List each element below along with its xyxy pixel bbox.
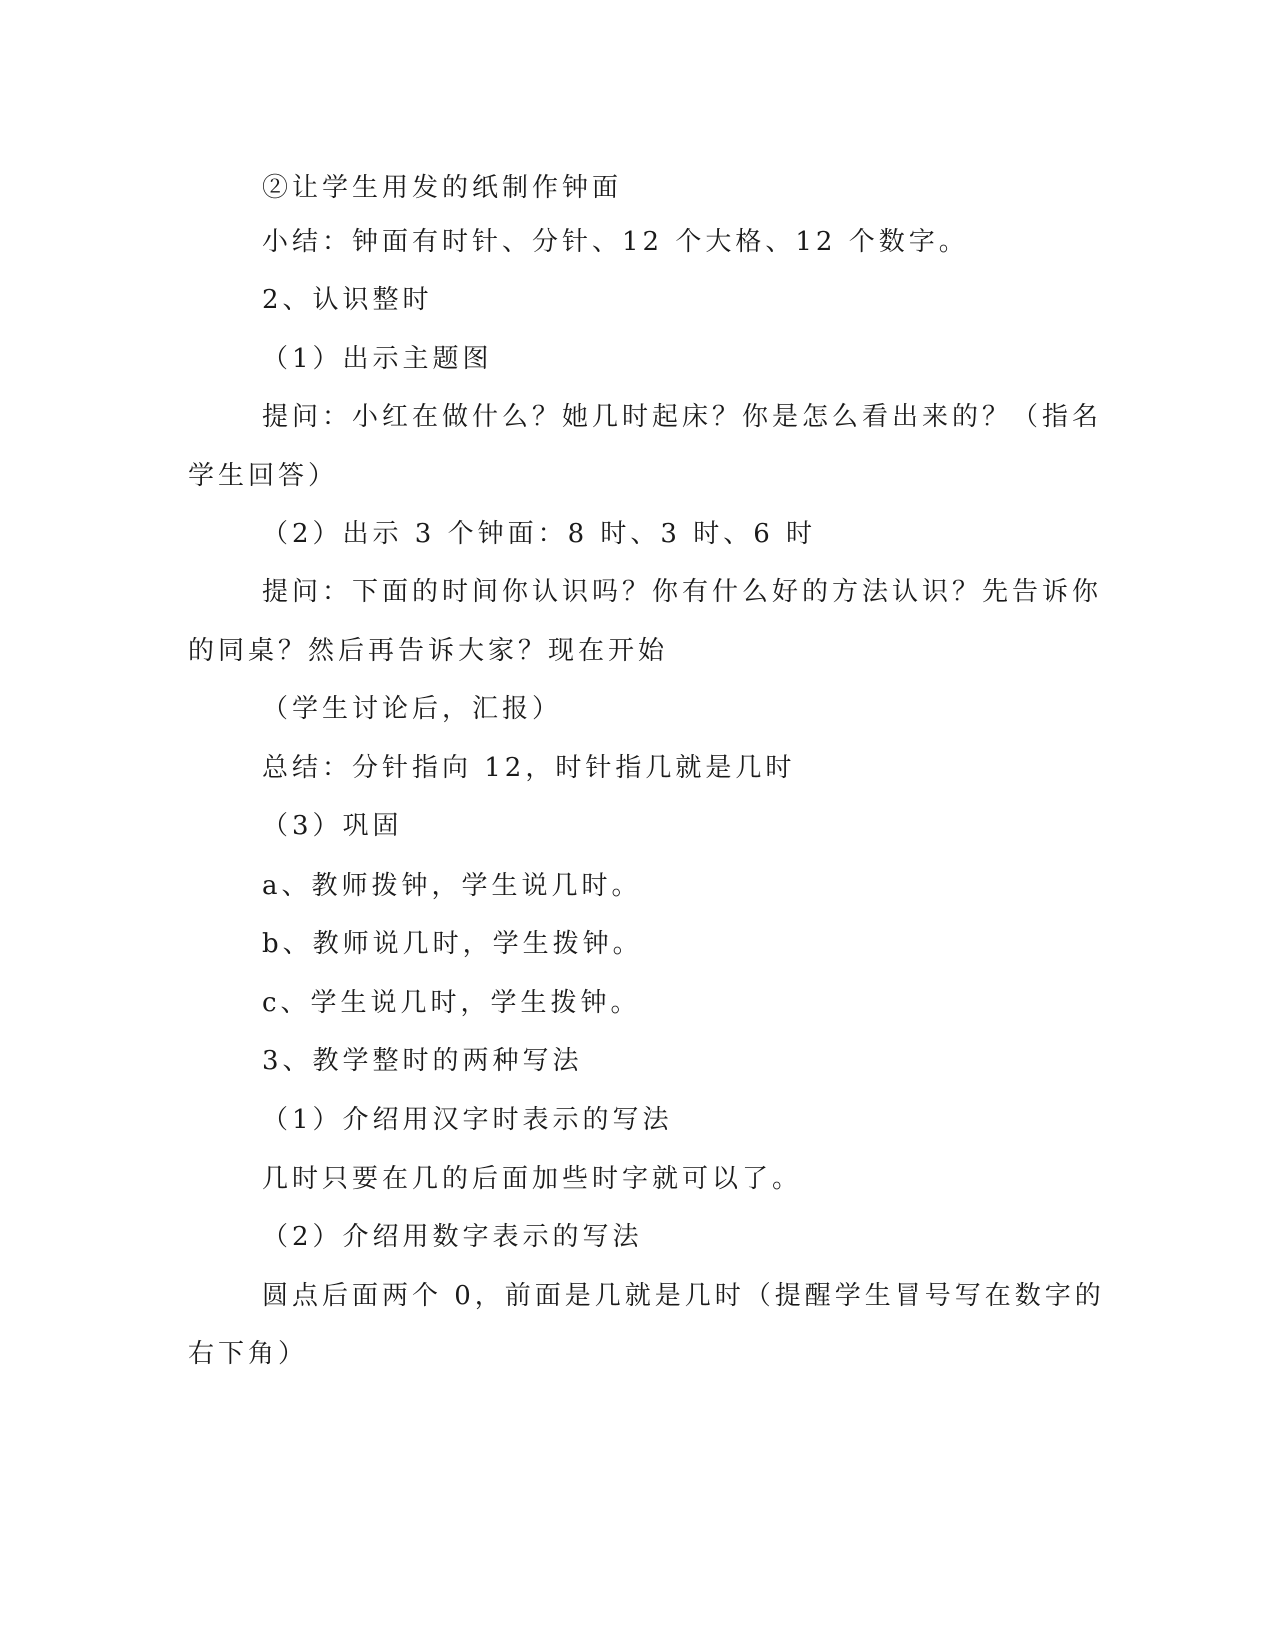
text-line-consolidate: （3）巩固 (262, 811, 403, 841)
text-line-digit-writing: （2）介绍用数字表示的写法 (262, 1222, 643, 1252)
section-heading-two-writings: 3、教学整时的两种写法 (262, 1046, 583, 1076)
text-line-digit-writing-desc: 圆点后面两个 0，前面是几就是几时（提醒学生冒号写在数字的 (262, 1281, 1105, 1311)
text-line-question-time-cont: 的同桌？然后再告诉大家？现在开始 (188, 636, 669, 666)
text-line-question-time: 提问：下面的时间你认识吗？你有什么好的方法认识？先告诉你 (262, 577, 1103, 607)
text-line-show-three-clocks: （2）出示 3 个钟面：8 时、3 时、6 时 (262, 519, 817, 549)
text-line-show-theme-picture: （1）出示主题图 (262, 344, 493, 374)
text-line-exercise-c: c、学生说几时，学生拨钟。 (262, 988, 641, 1018)
text-line-summary-clock: 小结：钟面有时针、分针、12 个大格、12 个数字。 (262, 227, 969, 257)
text-line-chinese-writing-desc: 几时只要在几的后面加些时字就可以了。 (262, 1164, 803, 1194)
text-line-digit-writing-desc-cont: 右下角） (188, 1339, 309, 1369)
text-line-conclusion: 总结：分针指向 12，时针指几就是几时 (262, 753, 796, 783)
text-line-make-clock-face: ②让学生用发的纸制作钟面 (262, 173, 623, 203)
text-line-chinese-writing: （1）介绍用汉字时表示的写法 (262, 1105, 673, 1135)
text-line-exercise-b: b、教师说几时，学生拨钟。 (262, 929, 643, 959)
text-line-question-xiaohong-cont: 学生回答） (188, 461, 339, 491)
text-line-question-xiaohong: 提问：小红在做什么？她几时起床？你是怎么看出来的？（指名 (262, 402, 1103, 432)
text-line-exercise-a: a、教师拨钟，学生说几时。 (262, 871, 642, 901)
section-heading-whole-hour: 2、认识整时 (262, 285, 433, 315)
text-line-discussion: （学生讨论后，汇报） (262, 694, 563, 724)
